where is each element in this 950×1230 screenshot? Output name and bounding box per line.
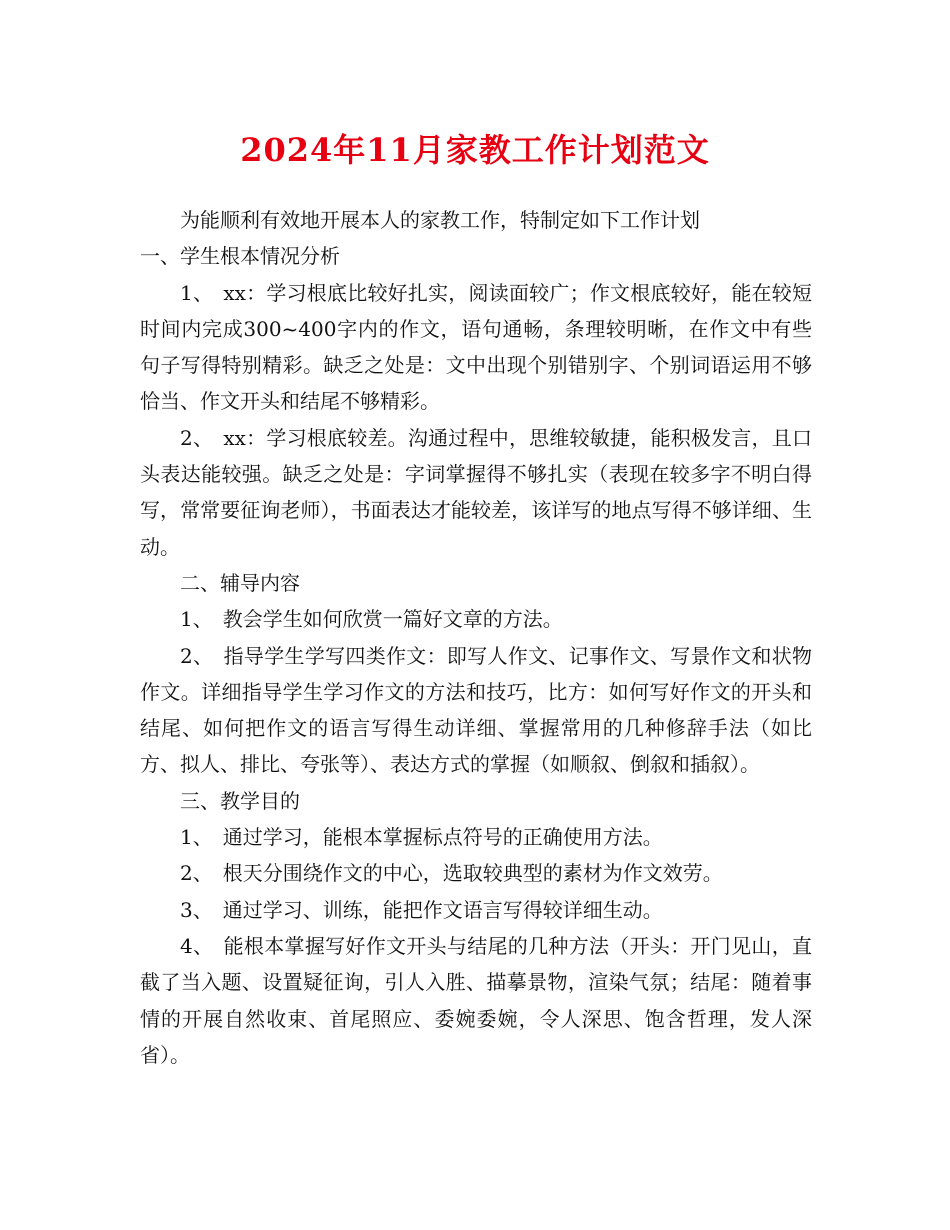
document-body [140,202,812,1073]
student-analysis-item-1: 1、 xx：学习根底比较好扎实，阅读面较广；作文根底较好，能在较短时间内完成300~400字内的作文，语句通畅，条理较明晰，在作文中有些句子写得特别精彩。缺乏之处是：文中出现个别错别字、个别词语运用不够恰当、作文开头和结尾不够精彩。 [140,280,812,414]
teaching-goal-item-4: 4、 能根本掌握写好作文开头与结尾的几种方法（开头：开门见山，直截了当入题、设置疑征询，引人入胜、描摹景物，渲染气氛；结尾：随着事情的开展自然收束、首尾照应、委婉委婉，令人深思、饱含哲理，发人深省）。 [140,933,812,1067]
document-title: 2024年11月家教工作计划范文 [240,131,710,169]
intro-paragraph: 为能顺利有效地开展本人的家教工作，特制定如下工作计划 [180,208,700,232]
tutoring-content-item-2: 2、 指导学生学写四类作文：即写人作文、记事作文、写景作文和状物作文。详细指导学生学习作文的方法和技巧，比方：如何写好作文的开头和结尾、如何把作文的语言写得生动详细、掌握常用的几种修辞手法（如比方、拟人、排比、夸张等）、表达方式的掌握（如顺叙、倒叙和插叙）。 [140,643,812,777]
section-heading-teaching-goals: 三、教学目的 [180,788,300,813]
tutoring-content-item-1: 1、 教会学生如何欣赏一篇好文章的方法。 [180,607,563,632]
teaching-goal-item-2: 2、 根天分围绕作文的中心，选取较典型的素材为作文效劳。 [180,861,723,886]
teaching-goal-item-1: 1、 通过学习，能根本掌握标点符号的正确使用方法。 [180,825,663,850]
section-heading-student-analysis: 一、学生根本情况分析 [140,244,340,269]
teaching-goal-item-3: 3、 通过学习、训练，能把作文语言写得较详细生动。 [180,897,663,922]
section-heading-tutoring-content: 二、辅导内容 [180,570,300,595]
student-analysis-item-2: 2、 xx：学习根底较差。沟通过程中，思维较敏捷，能积极发言，且口头表达能较强。缺乏之处是：字词掌握得不够扎实（表现在较多字不明白得写，常常要征询老师），书面表达才能较差，该详写的地点写得不够详细、生动。 [140,425,812,559]
